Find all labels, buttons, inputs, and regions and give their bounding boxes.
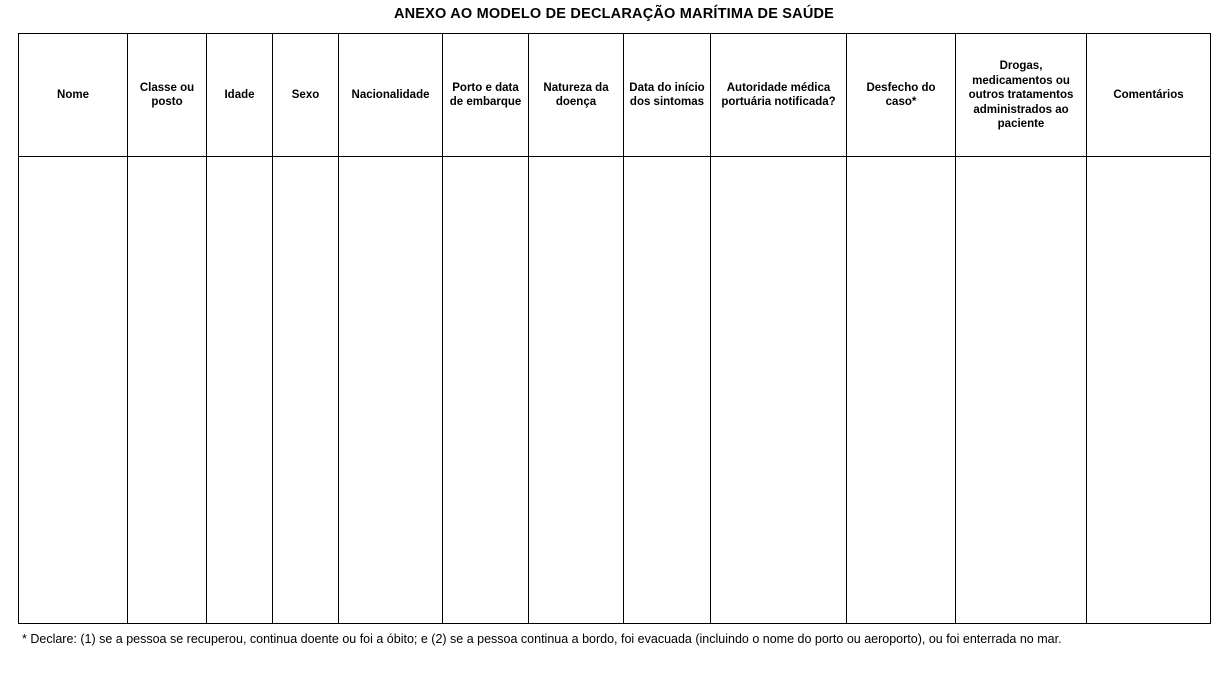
column-header-idade: Idade <box>207 34 273 157</box>
cell-comentarios[interactable] <box>1087 157 1211 624</box>
cell-autoridade-medica-portuaria-notificada[interactable] <box>711 157 847 624</box>
cell-porto-e-data-de-embarque[interactable] <box>443 157 529 624</box>
cell-desfecho-do-caso[interactable] <box>847 157 956 624</box>
column-header-sexo: Sexo <box>273 34 339 157</box>
table-header-row <box>19 34 1211 157</box>
cell-natureza-da-doenca[interactable] <box>529 157 624 624</box>
cell-drogas-medicamentos-tratamentos[interactable] <box>956 157 1087 624</box>
column-header-classe-ou-posto: Classe ou posto <box>128 34 207 157</box>
cell-data-do-inicio-dos-sintomas[interactable] <box>624 157 711 624</box>
cell-classe-ou-posto[interactable] <box>128 157 207 624</box>
document-page <box>0 6 1228 684</box>
cell-nacionalidade[interactable] <box>339 157 443 624</box>
column-header-comentarios: Comentários <box>1087 34 1211 157</box>
cell-idade[interactable] <box>207 157 273 624</box>
table-row <box>19 157 1211 624</box>
cell-sexo[interactable] <box>273 157 339 624</box>
footnote-text: * Declare: (1) se a pessoa se recuperou, continua doente ou foi a óbito; e (2) se a pessoa continua a bordo, foi evacuada (incluindo o nome do porto ou aeroporto), ou foi enterrada no mar. <box>22 632 1062 647</box>
column-header-natureza-da-doenca: Natureza da doença <box>529 34 624 157</box>
column-header-nacionalidade: Nacionalidade <box>339 34 443 157</box>
column-header-drogas-medicamentos-tratamentos: Drogas, medicamentos ou outros tratamentos administrados ao paciente <box>956 34 1087 157</box>
column-header-porto-e-data-de-embarque: Porto e data de embarque <box>443 34 529 157</box>
page-title: ANEXO AO MODELO DE DECLARAÇÃO MARÍTIMA DE SAÚDE <box>393 6 835 22</box>
cell-nome[interactable] <box>19 157 128 624</box>
column-header-desfecho-do-caso: Desfecho do caso* <box>847 34 956 157</box>
column-header-autoridade-medica-portuaria-notificada: Autoridade médica portuária notificada? <box>711 34 847 157</box>
health-declaration-annex-table <box>18 33 1211 624</box>
column-header-data-do-inicio-dos-sintomas: Data do início dos sintomas <box>624 34 711 157</box>
column-header-nome: Nome <box>19 34 128 157</box>
